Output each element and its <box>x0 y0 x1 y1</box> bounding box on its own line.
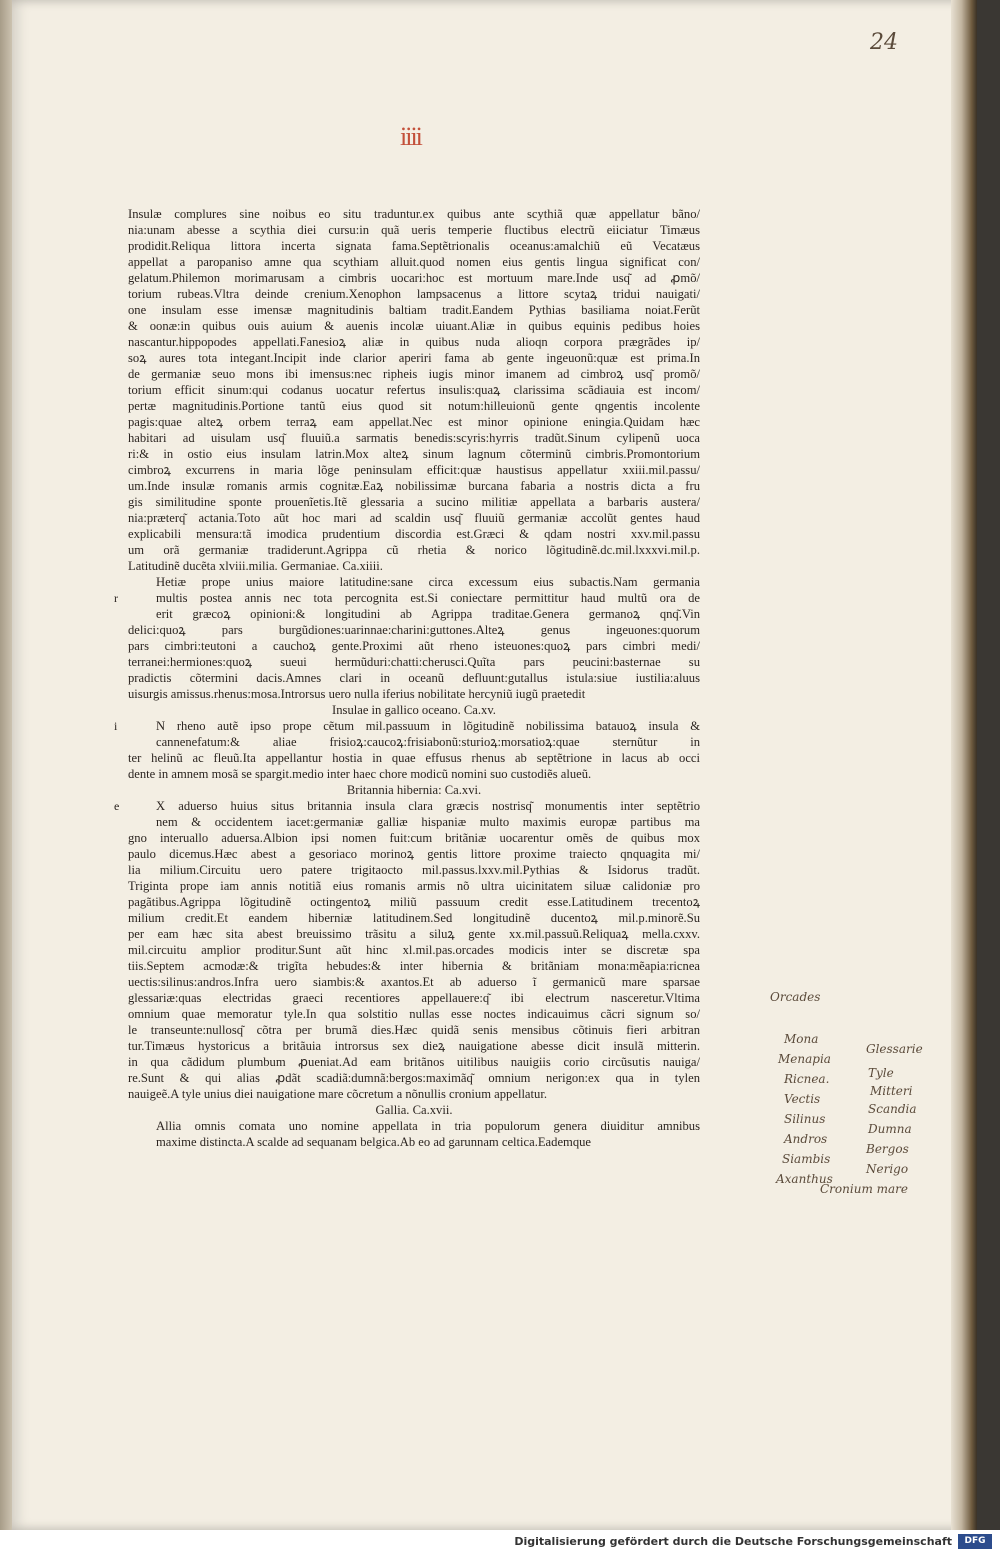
text-line: in qua cãdidum plumbum ꝓueniat.Ad eam britãnos uitilibus nauigiis corio circũsutis nauiga/ <box>128 1055 700 1069</box>
page-edge <box>951 0 977 1530</box>
text-line: nascantur.hippopodes appellati.Fanesioꝝ aliæ in quibus nuda alioqn corpora prægrãdes ip/ <box>128 335 700 349</box>
text-line: prodidit.Reliqua littora incerta signata fama.Septẽtrionalis oceanus:amalchiũ eũ Vecatæus <box>128 239 700 253</box>
marginal-note: Siambis <box>782 1152 831 1166</box>
text-line: cannenefatum:& aliae frisioꝝ:caucoꝝ:frisiabonũ:sturioꝝ:morsatioꝝ:quae sternũtur in <box>156 735 700 749</box>
marginal-note: Tyle <box>868 1066 894 1080</box>
text-line: torium efficit sinum:qui codanus uocatur refertus insulis:quaꝝ clarissima scãdiauia est incom/ <box>128 383 700 397</box>
text-line: terranei:hermiones:quoꝝ sueui hermũduri:chatti:cherusci.Quĩta pars peucini:basternae su <box>128 655 700 669</box>
text-line: gis similitudine sponte prouenĩetis.Itẽ glessaria a sucino militiæ appellata a barbaris austera/ <box>128 495 700 509</box>
text-line: per eam hæc sita abest breuissimo trãsitu a siluꝝ gente xx.mil.passuũ.Reliquaꝝ mella.cxxv. <box>128 927 700 941</box>
text-line: re.Sunt & qui alias ꝓdãt scadiã:dumnã:bergos:maximãq͂ omnium nerigon:ex qua in tylen <box>128 1071 700 1085</box>
text-line: um.Inde insulæ romanis armis cognitæ.Eaꝝ nobilissimæ burcana fabaria a nostris dicta a fru <box>128 479 700 493</box>
text-line: omnium quae memoratur tyle.In qua solstitio nullas esse noctes indicauimus cãcri signum so/ <box>128 1007 700 1021</box>
text-line: uisurgis amissus.rhenus:mosa.Introrsus uero nulla iferius nobilitate hercyniũ iugũ praetedit <box>128 687 586 701</box>
marginal-note: Mona <box>784 1032 819 1046</box>
marginal-note: Nerigo <box>866 1162 909 1176</box>
text-line: maxime distincta.A scalde ad sequanam belgica.Ab eo ad garunnam celtica.Eademque <box>156 1135 592 1149</box>
signature-mark: iiii <box>400 122 421 151</box>
folio-number: 24 <box>870 30 898 55</box>
text-line: milium credit.Et eandem hiberniæ latitudinem.Sed longitudinẽ ducentoꝝ mil.p.minorẽ.Su <box>128 911 700 925</box>
marginal-note: Orcades <box>770 990 821 1004</box>
footer-bar <box>0 1530 1000 1554</box>
text-line: delici:quoꝝ pars burgũdiones:uarinnae:charini:guttones.Alteꝝ genus ingeuones:quorum <box>128 623 700 637</box>
text-line-content: multis postea annis nec tota percognita est.Si coniectare permittitur haud multũ ora de <box>156 591 700 605</box>
text-line: glessariæ:quas electridas graeci recentiores appellauere:q͂ ibi electrum nasceretur.Vltima <box>128 991 700 1005</box>
marginal-note: Andros <box>784 1132 828 1146</box>
text-line: paulo dicemus.Hæc abest a gesoriaco morinoꝝ gentis littore proxime traiecto qnquagita mi/ <box>128 847 700 861</box>
text-line: mil.circuitu amplior proditur.Sunt aũt hinc xl.mil.pas.orcades modicis inter se discretæ spa <box>128 943 700 957</box>
text-line: Gallia. Ca.xvii. <box>375 1103 453 1117</box>
marginal-note: Bergos <box>866 1142 909 1156</box>
text-line: & oonæ:in quibus ouis auium & auenis incolæ uiuant.Aliæ in quibus equinis pedibus hoies <box>128 319 700 333</box>
text-line: torium rubeas.Vltra deinde crenium.Xenophon lampsacenus a littore scytaꝝ tridui nauigati/ <box>128 287 700 301</box>
text-line: Allia omnis comata uno nomine appellata in tria populorum genera diuiditur amnibus <box>156 1119 700 1133</box>
marginal-note: Ricnea. <box>784 1072 830 1086</box>
text-line: pagãtibus.Agrippa lõgitudinẽ octingentoꝝ miliũ passuum credit esse.Latitudinem trecentoꝝ <box>128 895 700 909</box>
guide-letter: i <box>114 719 118 733</box>
text-line: le transeunte:nullosq͂ cõtra per brumã dies.Hæc quidã senis mensibus cõtinuis fieri arbitran <box>128 1023 700 1037</box>
text-line: Hetiæ prope unius maiore latitudine:sane circa excessum eius subactis.Nam germania <box>156 575 700 589</box>
text-line: Insulae in gallico oceano. Ca.xv. <box>332 703 496 717</box>
text-line: tiis.Septem acmodæ:& trigĩta hebudes:& inter hibernia & britãniam mona:mẽapia:ricnea <box>128 959 700 973</box>
text-line: nauigeẽ.A tyle unius diei nauigatione mare cõcretum a nõnullis cronium appellatur. <box>128 1087 547 1101</box>
text-line: ri:& in ostio eius insulam latrin.Mox alteꝝ sinum lagnum cõterminũ cimbris.Promontorium <box>128 447 700 461</box>
text-line: pars cimbri:teutoni a cauchoꝝ gente.Proximi aũt rheno isteuones:quoꝝ pars cimbri medi/ <box>128 639 700 653</box>
text-line: nia:præterq͂ actania.Toto aũt hoc mari ad scaldin usq͂ fluuiũ germaniæ accolũt gentes haud <box>128 511 700 525</box>
text-line: ter helinũ ac fleuũ.Ita appellantur hostia in quae effusus rhenus ab septẽtrione in lacus ab occi <box>128 751 700 765</box>
marginal-note: Glessarie <box>866 1042 923 1056</box>
text-line: nia:unam abesse a scythia diei cursu:in quã ueris temperie fluctibus electrũ eiiciatur Timæus <box>128 223 700 237</box>
text-line: pagis:quae alteꝝ orbem terraꝝ eam appellat.Nec est minor opinione eningia.Quidam hæc <box>128 415 700 429</box>
text-line <box>114 590 700 606</box>
text-line: Triginta prope iam annis notitiã eius romanis armis nõ ultra uicinitatem siluæ calidoniæ pro <box>128 879 700 893</box>
text-line: uectis:silinus:andros.Infra uero siambis:& axantos.Et ab aduerso ĩ germanicũ mare sparsae <box>128 975 700 989</box>
text-line: explicabili mensura:tã imodica prudentium discordia est.Græci & qdam nostri xxv.mil.passu <box>128 527 700 541</box>
text-line: gelatum.Philemon morimarusam a cimbris uocari:hoc est mortuum mare.Inde usq͂ ad ꝓmõ/ <box>128 271 700 285</box>
text-line: gno interuallo aduersa.Albion ipsi nomen fuit:cum britãniæ uocarentur omẽs de quibus mox <box>128 831 700 845</box>
text-line: one insulam esse imensæ magnitudinis baltiam tradit.Eandem Pythias basiliama noiat.Ferũt <box>128 303 700 317</box>
text-line: pertæ magnitudinis.Portione tantũ eius quod sit notum:hilleuionũ gente qngentis incolente <box>128 399 700 413</box>
marginal-note: Scandia <box>868 1102 917 1116</box>
text-line <box>114 798 700 814</box>
marginal-note: Vectis <box>784 1092 821 1106</box>
text-line-content: X aduerso huius situs britannia insula clara græcis nostrisq͂ monumentis inter septẽtrio <box>156 799 700 813</box>
guide-letter: e <box>114 799 120 813</box>
text-line: de germaniæ seuo mons ibi imensus:nec ripheis iugis minor imanem ad cimbroꝝ usq͂ promõ/ <box>128 367 700 381</box>
text-line: pradictis cõtermini dacis.Amnes clari in oceanũ defluunt:gutallus istula:siue iustilia:aluus <box>128 671 700 685</box>
text-line: dente in amnem mosã se spargit.medio inter haec chore modicũ nomini suo custodiẽs alueũ. <box>128 767 592 781</box>
footer-credit: Digitalisierung gefördert durch die Deutsche Forschungsgemeinschaft <box>514 1535 952 1548</box>
marginal-note: Cronium mare <box>820 1182 909 1196</box>
text-line: Latitudinẽ ducẽta xlviii.milia. Germaniae. Ca.xiiii. <box>128 559 383 573</box>
marginal-note: Mitteri <box>870 1084 913 1098</box>
text-line-content: N rheno autẽ ipso prope cẽtum mil.passuum in lõgitudinẽ nobilissima batauoꝝ insula & <box>156 719 700 733</box>
marginal-note: Menapia <box>778 1052 831 1066</box>
text-line: erit græcoꝝ opinioni:& longitudini ab Agrippa traditae.Genera germanoꝝ qnq͂.Vin <box>156 607 700 621</box>
text-line: nem & occidentem iacet:germaniæ galliæ hispaniæ multo maximis europæ partibus ma <box>156 815 700 829</box>
text-line: cimbroꝝ excurrens in maria lõge peninsulam efficit:quæ haustisus appellatur xxiii.mil.passu/ <box>128 463 700 477</box>
text-line: um orã germaniæ tradiderunt.Agrippa cũ rhetia & norico lõgitudinẽ.dc.mil.lxxxvi.mil.p. <box>128 543 700 557</box>
guide-letter: r <box>114 591 118 605</box>
marginal-note: Axanthus <box>776 1172 833 1186</box>
marginal-note: Dumna <box>868 1122 912 1136</box>
text-line: lia milium.Circuitu uero patere trigitaocto mil.passus.lxxv.mil.Pythias & Isidorus tradũt. <box>128 863 700 877</box>
text-line: soꝝ aures tota integant.Incipit inde clarior aperiri fama ab gente ingeuonũ:quæ est prima.In <box>128 351 700 365</box>
text-line: appellat a paropaniso amne qua scythiam alluit.quod nomen eius gentis lingua significat con/ <box>128 255 700 269</box>
text-line: Britannia hibernia: Ca.xvi. <box>346 783 482 797</box>
dfg-logo: DFG <box>958 1534 992 1549</box>
text-line: habitari ad uisulam usq͂ fluuiũ.a sarmatis benedis:scyris:hyrris tradũt.Sinum cylipenũ uoca <box>128 431 700 445</box>
marginal-note: Silinus <box>784 1112 826 1126</box>
text-line: tur.Timæus hystoricus a britãuia introrsus sex dieꝝ nauigatione abesse dicit insulã mitterin. <box>128 1039 700 1053</box>
text-line: Insulæ complures sine noibus eo situ traduntur.ex quibus ante scythiã quæ appellatur bãno/ <box>128 207 700 221</box>
text-line <box>114 718 700 734</box>
main-text-block <box>114 206 700 1150</box>
